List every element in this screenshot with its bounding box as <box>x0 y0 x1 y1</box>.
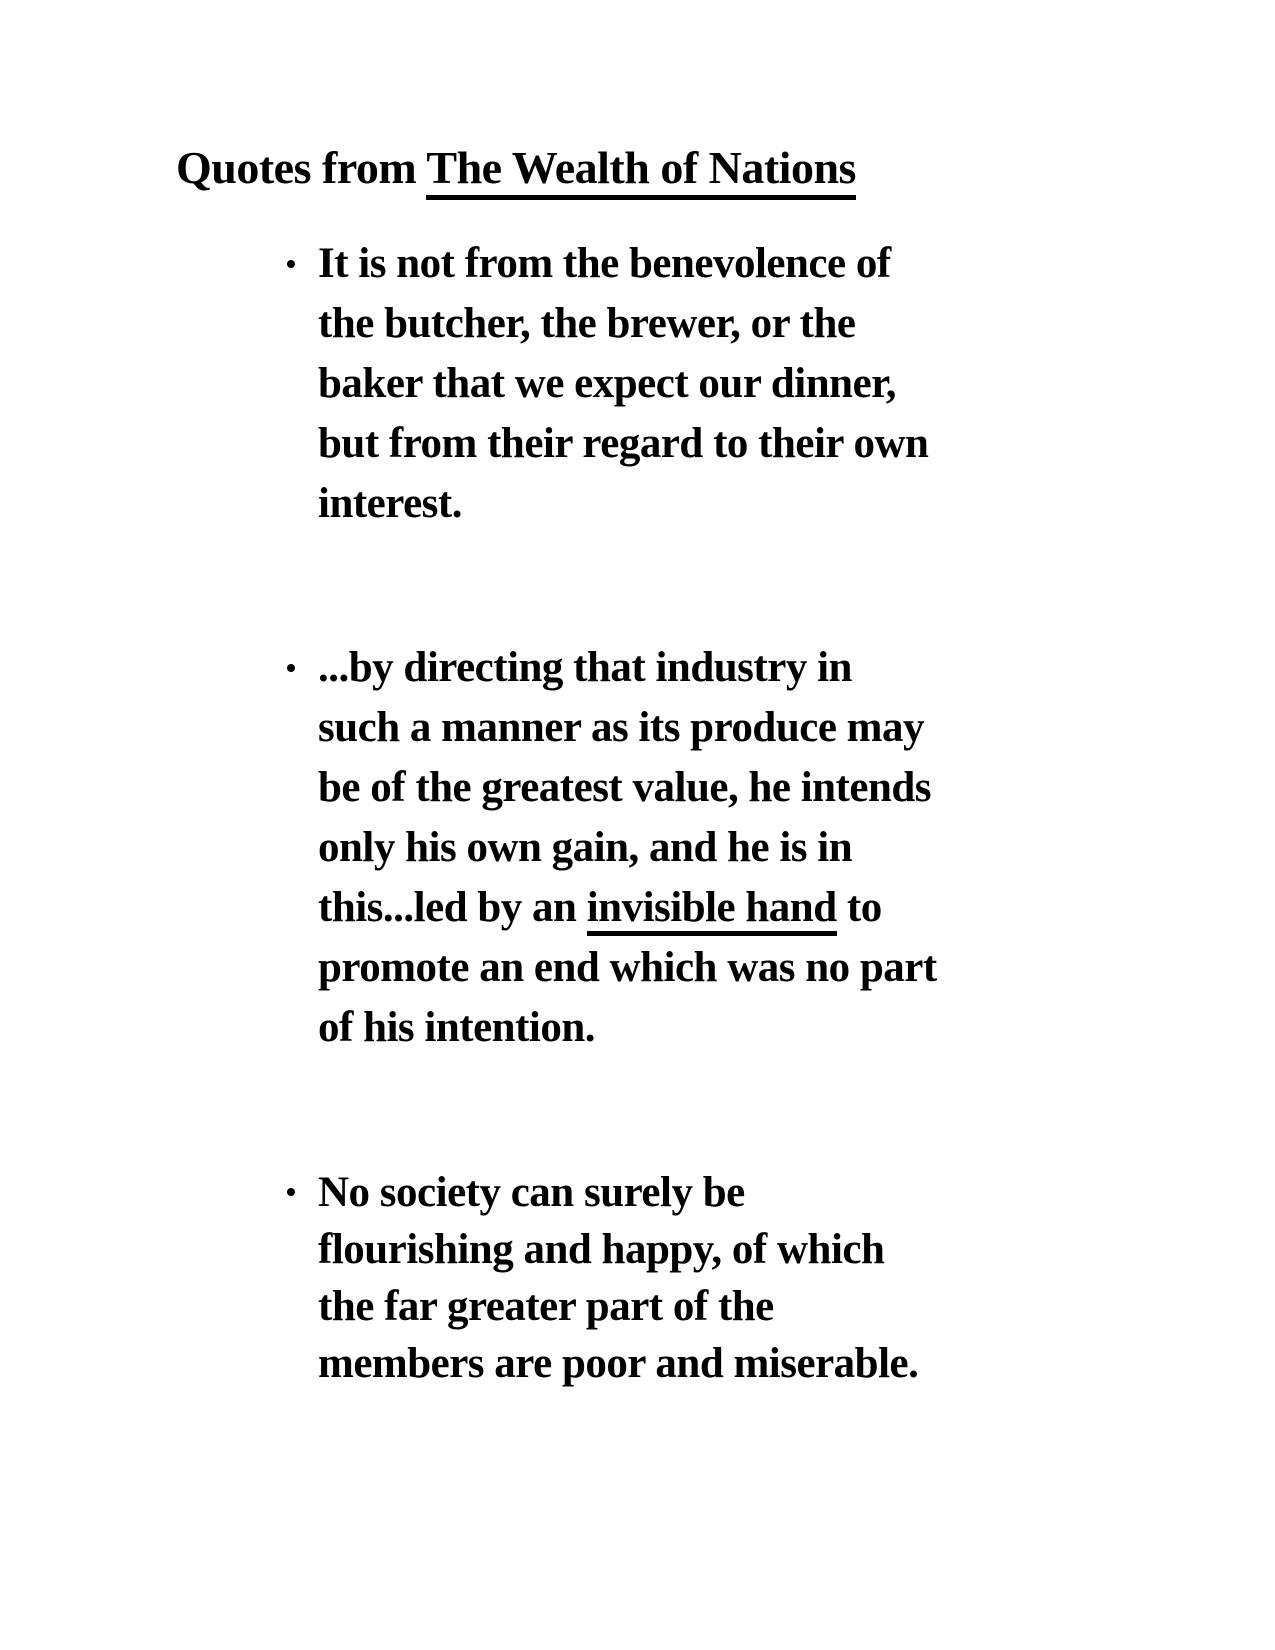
quote-line: members are poor and miserable. <box>318 1340 919 1387</box>
quote-bullet-2 <box>287 638 1087 1058</box>
page-title-prefix: Quotes from <box>176 142 427 193</box>
quote-line: interest. <box>318 480 462 527</box>
quote-line: ...by directing that industry in <box>318 644 852 691</box>
quote-text <box>287 234 1087 534</box>
page-title-book-name: The Wealth of Nations <box>426 142 856 200</box>
quote-line: be of the greatest value, he intends <box>318 764 932 811</box>
quote-line: promote an end which was no part <box>318 944 937 991</box>
invisible-hand-underlined-phrase: invisible hand <box>587 884 837 936</box>
page-title <box>176 138 856 198</box>
quote-line: No society can surely be <box>318 1169 745 1216</box>
quote-line-segment: this...led by an <box>318 884 587 931</box>
quote-line: baker that we expect our dinner, <box>318 360 897 407</box>
quote-bullet-1 <box>287 234 1087 534</box>
bullet-dot-icon <box>287 664 295 672</box>
quote-text <box>287 1164 1087 1392</box>
quote-line: of his intention. <box>318 1004 596 1051</box>
quote-text <box>287 638 1087 1058</box>
quote-line: such a manner as its produce may <box>318 704 924 751</box>
quote-bullet-3 <box>287 1164 1087 1392</box>
quote-line: but from their regard to their own <box>318 420 929 467</box>
quote-line: flourishing and happy, of which <box>318 1226 885 1273</box>
quote-line-segment: to <box>836 884 882 931</box>
quote-line-with-underline <box>318 878 1087 938</box>
quote-line: the butcher, the brewer, or the <box>318 300 856 347</box>
quote-line: the far greater part of the <box>318 1283 774 1330</box>
quote-line: It is not from the benevolence of <box>318 240 891 287</box>
bullet-dot-icon <box>287 260 295 268</box>
quote-line: only his own gain, and he is in <box>318 824 853 871</box>
bullet-dot-icon <box>287 1188 295 1196</box>
